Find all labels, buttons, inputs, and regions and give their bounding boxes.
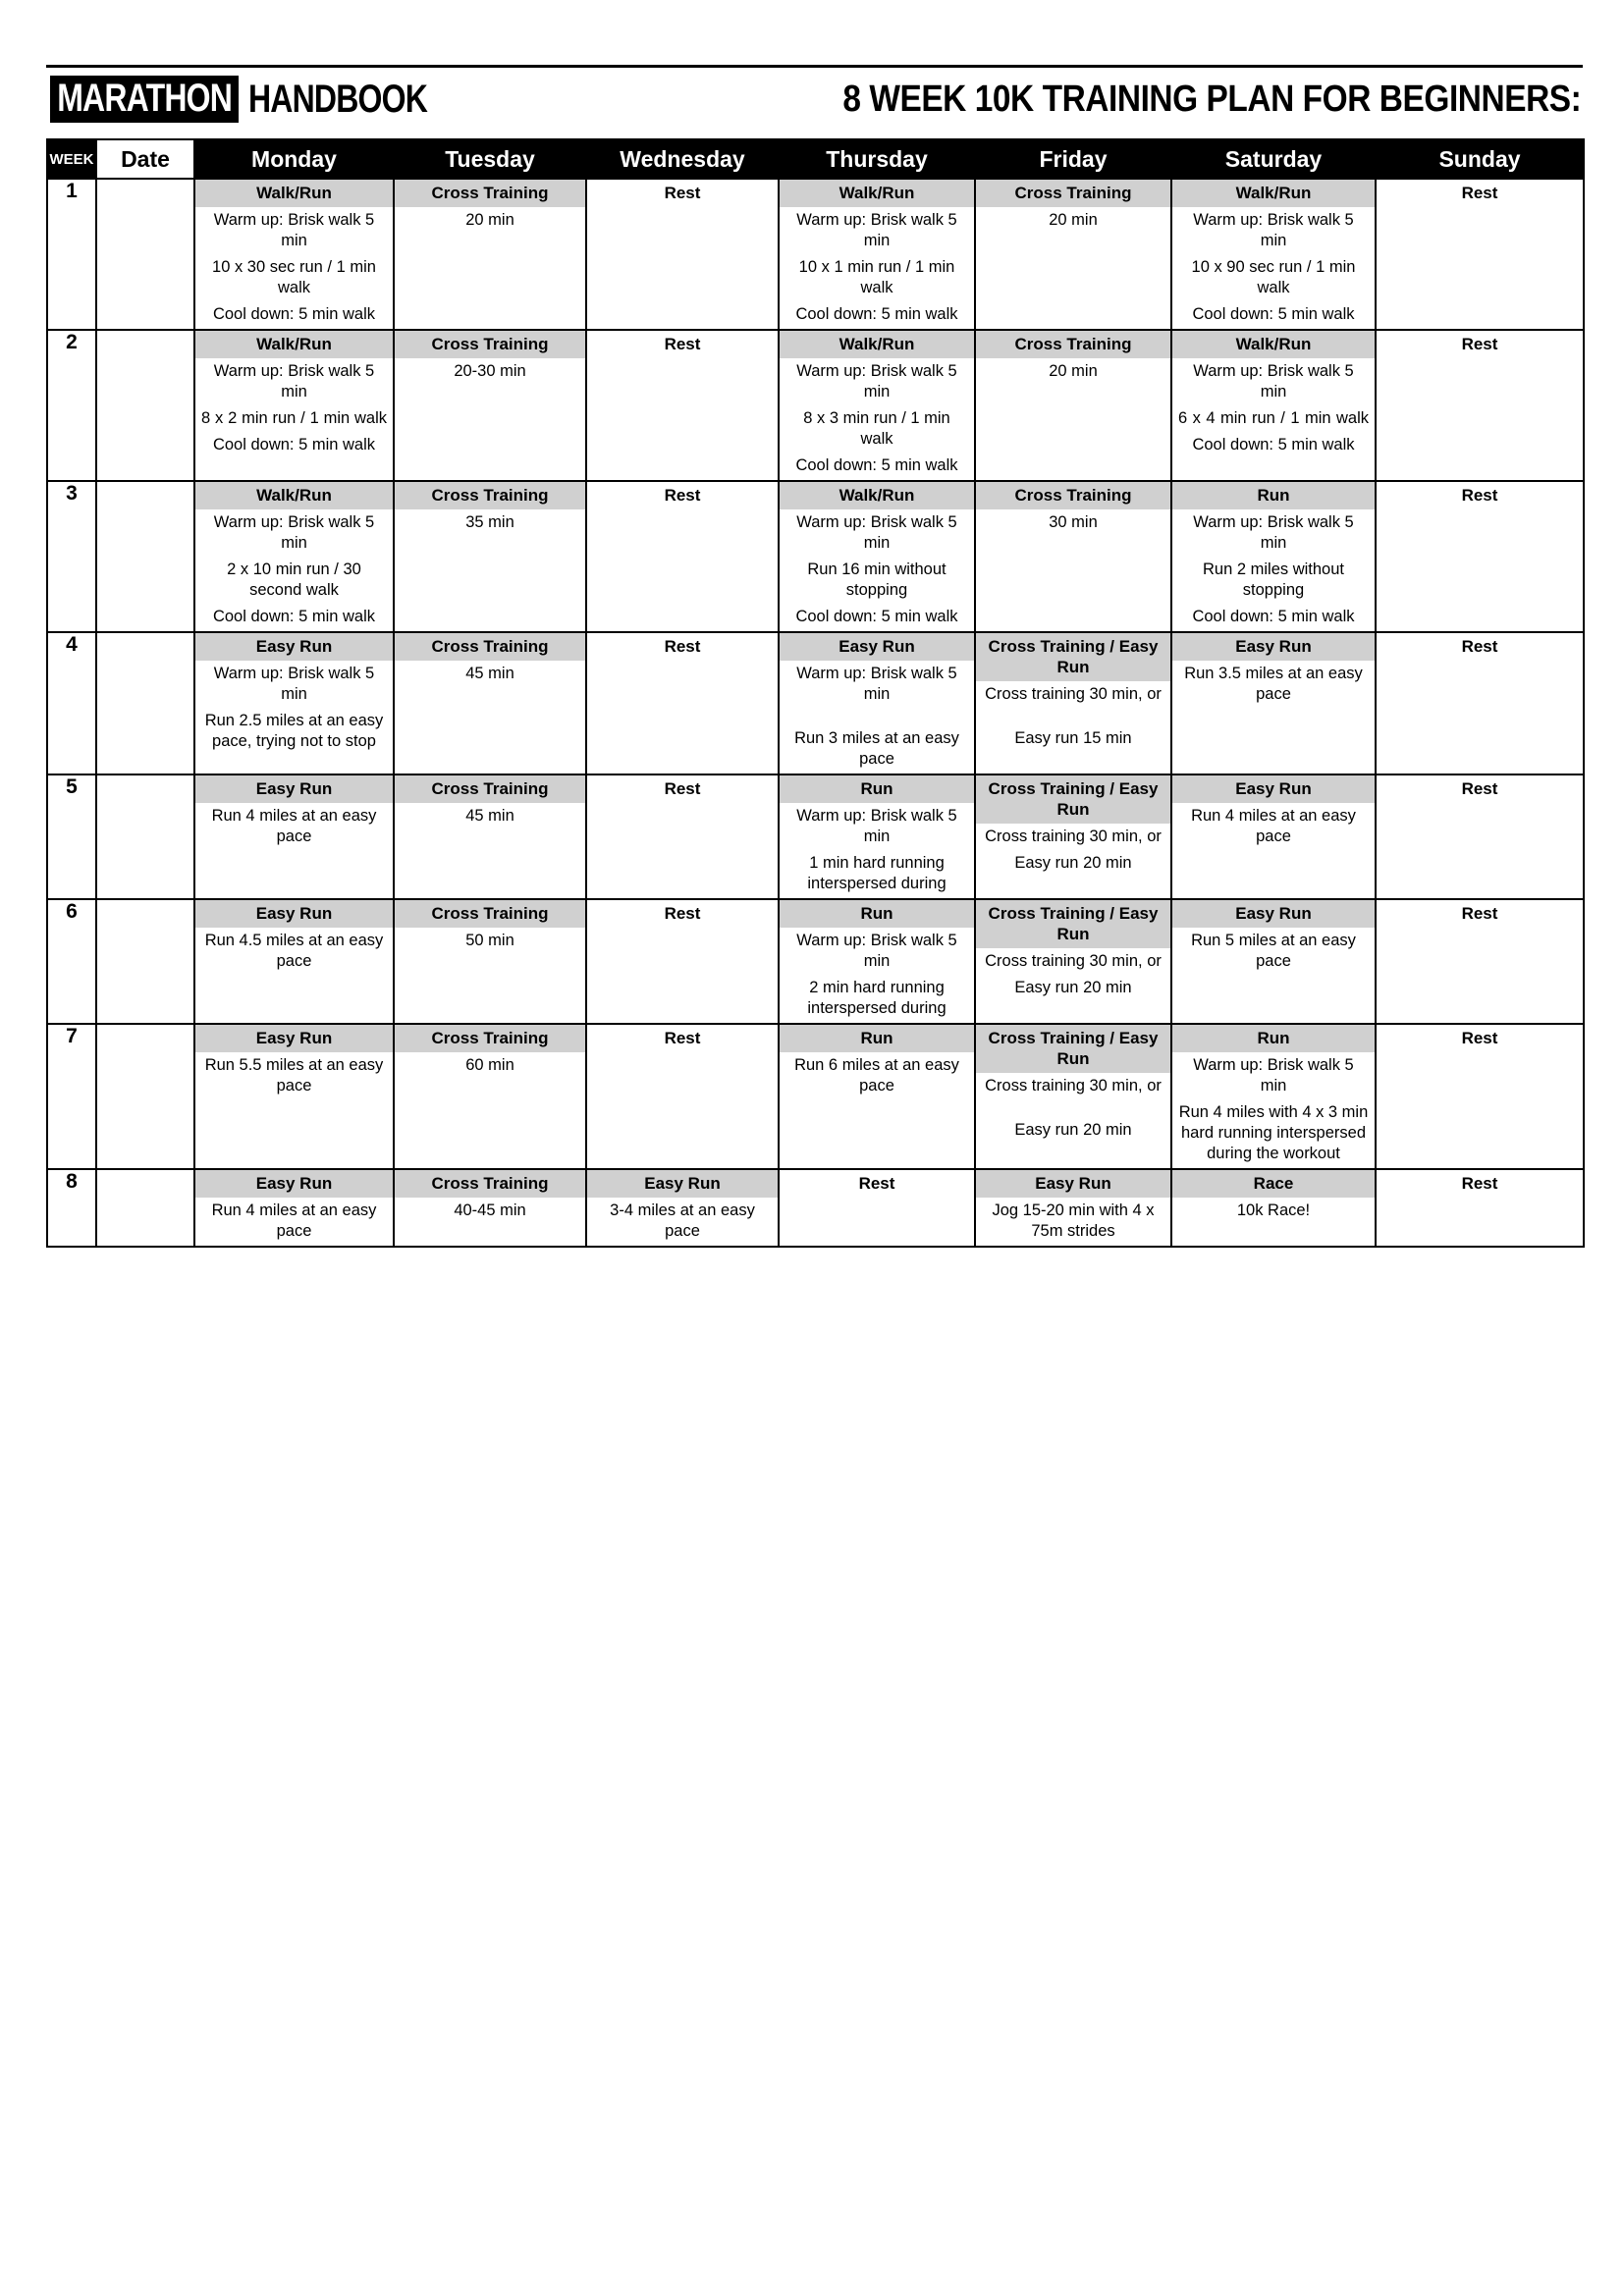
workout-detail-line: 20 min	[465, 211, 514, 229]
workout-detail	[195, 928, 393, 976]
workout-detail	[976, 358, 1170, 386]
workout-cell	[1171, 774, 1376, 899]
week-number-cell: 1	[47, 179, 96, 330]
table-body	[47, 179, 1584, 1247]
workout-detail-line: 8 x 3 min run / 1 min walk	[803, 409, 950, 448]
workout-type-label: Cross Training / Easy Run	[976, 775, 1170, 824]
workout-detail-line: Run 16 min without stopping	[807, 561, 947, 599]
workout-detail-line: Run 2.5 miles at an easy pace, trying not to stop	[204, 712, 384, 750]
workout-detail-line: 10 x 30 sec run / 1 min walk	[212, 258, 376, 296]
workout-type-label: Cross Training / Easy Run	[976, 1025, 1170, 1073]
workout-type-label: Cross Training	[395, 482, 585, 509]
workout-detail-line: 45 min	[465, 665, 514, 682]
workout-cell	[394, 632, 586, 774]
workout-detail	[1172, 358, 1375, 459]
table-row	[47, 1024, 1584, 1169]
column-header-wednesday: Wednesday	[586, 139, 779, 179]
workout-detail	[1377, 803, 1583, 814]
workout-type-label: Cross Training	[395, 775, 585, 803]
workout-type-label: Easy Run	[587, 1170, 778, 1198]
workout-cell	[394, 1024, 586, 1169]
date-cell[interactable]	[96, 899, 194, 1024]
table-row	[47, 774, 1584, 899]
workout-detail	[1172, 803, 1375, 851]
workout-type-label: Rest	[587, 180, 778, 207]
workout-cell	[975, 899, 1171, 1024]
marathon-handbook-logo	[50, 77, 474, 122]
workout-type-label: Cross Training	[395, 900, 585, 928]
workout-type-label: Cross Training	[395, 331, 585, 358]
workout-detail-line: Cross training 30 min, or	[985, 1077, 1162, 1095]
column-header-monday: Monday	[194, 139, 394, 179]
workout-detail-line: 3-4 miles at an easy pace	[610, 1201, 755, 1240]
workout-detail-line: Run 4 miles at an easy pace	[211, 807, 377, 845]
workout-type-label: Rest	[1377, 633, 1583, 661]
workout-cell	[394, 179, 586, 330]
workout-detail-line: Run 4 miles at an easy pace	[211, 1201, 377, 1240]
date-cell[interactable]	[96, 481, 194, 632]
workout-cell	[1171, 1169, 1376, 1247]
workout-cell	[1376, 179, 1584, 330]
workout-detail-line: Run 3 miles at an easy pace	[794, 729, 959, 768]
workout-detail-line: Cool down: 5 min walk	[795, 608, 958, 625]
date-cell[interactable]	[96, 1169, 194, 1247]
workout-detail-line: 10k Race!	[1236, 1201, 1311, 1219]
workout-detail	[587, 803, 778, 814]
workout-cell	[194, 632, 394, 774]
workout-detail-line: Warm up: Brisk walk 5 min	[1193, 1056, 1354, 1095]
workout-type-label: Run	[780, 1025, 974, 1052]
workout-detail	[1377, 661, 1583, 671]
document-header	[46, 65, 1583, 130]
workout-cell	[586, 899, 779, 1024]
workout-cell	[586, 1024, 779, 1169]
workout-detail-line: 10 x 1 min run / 1 min walk	[798, 258, 955, 296]
workout-detail	[587, 1052, 778, 1063]
workout-detail	[587, 509, 778, 520]
workout-detail-line: Easy run 15 min	[1014, 729, 1132, 747]
workout-detail	[395, 661, 585, 688]
workout-detail-line: Warm up: Brisk walk 5 min	[213, 362, 375, 400]
workout-detail-line: Run 4 miles with 4 x 3 min hard running interspersed during the workout	[1178, 1103, 1369, 1162]
workout-type-label: Walk/Run	[1172, 180, 1375, 207]
workout-cell	[586, 774, 779, 899]
table-row	[47, 1169, 1584, 1247]
workout-detail-line: Warm up: Brisk walk 5 min	[1193, 513, 1354, 552]
workout-detail-line: 10 x 90 sec run / 1 min walk	[1191, 258, 1356, 296]
workout-cell	[1376, 899, 1584, 1024]
workout-detail-line: 2 x 10 min run / 30 second walk	[227, 561, 361, 599]
workout-detail-line: Easy run 20 min	[1014, 1121, 1132, 1139]
week-number-cell: 4	[47, 632, 96, 774]
workout-cell	[394, 330, 586, 481]
workout-detail	[780, 207, 974, 329]
brand-word: HANDBOOK	[248, 77, 428, 121]
workout-detail	[976, 681, 1170, 753]
workout-cell	[779, 330, 975, 481]
column-header-friday: Friday	[975, 139, 1171, 179]
workout-detail	[1172, 1198, 1375, 1225]
column-header-sunday: Sunday	[1376, 139, 1584, 179]
workout-detail	[195, 509, 393, 631]
workout-detail-line: Cross training 30 min, or	[985, 952, 1162, 970]
workout-type-label: Walk/Run	[780, 331, 974, 358]
workout-type-label: Rest	[1377, 180, 1583, 207]
workout-type-label: Rest	[1377, 900, 1583, 928]
workout-cell	[1376, 774, 1584, 899]
workout-type-label: Cross Training	[395, 1025, 585, 1052]
table-row	[47, 899, 1584, 1024]
workout-type-label: Rest	[587, 633, 778, 661]
date-cell[interactable]	[96, 632, 194, 774]
workout-detail-line: Easy run 20 min	[1014, 854, 1132, 872]
workout-cell	[394, 481, 586, 632]
week-number-cell: 5	[47, 774, 96, 899]
workout-detail	[1172, 509, 1375, 631]
date-cell[interactable]	[96, 774, 194, 899]
workout-type-label: Run	[780, 900, 974, 928]
week-number-cell: 8	[47, 1169, 96, 1247]
workout-detail-line: Run 5 miles at an easy pace	[1191, 932, 1356, 970]
workout-cell	[394, 774, 586, 899]
week-number-cell: 2	[47, 330, 96, 481]
workout-cell	[1171, 330, 1376, 481]
workout-type-label: Rest	[1377, 1025, 1583, 1052]
workout-detail-line: 2 min hard running interspersed during	[807, 979, 947, 1017]
workout-detail	[195, 1198, 393, 1246]
workout-detail	[195, 207, 393, 329]
workout-detail-line: Jog 15-20 min with 4 x 75m strides	[992, 1201, 1155, 1240]
workout-type-label: Easy Run	[195, 1170, 393, 1198]
workout-type-label: Easy Run	[195, 633, 393, 661]
workout-detail-line: Run 4.5 miles at an easy pace	[204, 932, 384, 970]
workout-detail	[587, 207, 778, 218]
workout-detail	[976, 824, 1170, 878]
workout-detail-line: Run 4 miles at an easy pace	[1191, 807, 1356, 845]
date-cell[interactable]	[96, 330, 194, 481]
workout-cell	[586, 330, 779, 481]
workout-detail	[780, 358, 974, 480]
workout-detail-line: Run 2 miles without stopping	[1203, 561, 1344, 599]
workout-type-label: Cross Training	[395, 1170, 585, 1198]
workout-cell	[194, 179, 394, 330]
workout-detail	[587, 928, 778, 938]
workout-type-label: Rest	[587, 482, 778, 509]
workout-type-label: Race	[1172, 1170, 1375, 1198]
workout-cell	[1376, 481, 1584, 632]
workout-detail	[395, 358, 585, 386]
workout-cell	[1376, 1169, 1584, 1247]
workout-cell	[1171, 179, 1376, 330]
workout-cell	[586, 179, 779, 330]
workout-detail-line: 45 min	[465, 807, 514, 825]
workout-detail	[976, 1073, 1170, 1145]
workout-detail	[587, 1198, 778, 1246]
workout-detail-line: 1 min hard running interspersed during	[807, 854, 947, 892]
workout-cell	[975, 330, 1171, 481]
workout-cell	[194, 774, 394, 899]
workout-detail-line: 20 min	[1049, 211, 1098, 229]
workout-detail	[1377, 1198, 1583, 1208]
workout-cell	[779, 1024, 975, 1169]
workout-detail-line: Warm up: Brisk walk 5 min	[796, 362, 957, 400]
workout-detail	[1377, 1052, 1583, 1063]
workout-detail-line: Warm up: Brisk walk 5 min	[213, 513, 375, 552]
workout-detail-line: 40-45 min	[454, 1201, 526, 1219]
workout-detail-line: 35 min	[465, 513, 514, 531]
workout-cell	[779, 179, 975, 330]
workout-detail	[976, 207, 1170, 235]
workout-detail	[195, 358, 393, 459]
workout-detail-line: Warm up: Brisk walk 5 min	[1193, 211, 1354, 249]
workout-type-label: Cross Training	[395, 180, 585, 207]
workout-detail-line: Warm up: Brisk walk 5 min	[796, 513, 957, 552]
page-title: 8 WEEK 10K TRAINING PLAN FOR BEGINNERS:	[842, 78, 1582, 120]
workout-detail	[780, 803, 974, 898]
workout-detail-line: 20 min	[1049, 362, 1098, 380]
table-header-row	[47, 139, 1584, 179]
workout-cell	[1376, 330, 1584, 481]
workout-detail	[395, 207, 585, 235]
workout-cell	[779, 774, 975, 899]
workout-detail	[395, 803, 585, 830]
week-number-cell: 6	[47, 899, 96, 1024]
workout-cell	[394, 899, 586, 1024]
workout-type-label: Easy Run	[195, 775, 393, 803]
table-row	[47, 632, 1584, 774]
workout-detail	[1172, 1052, 1375, 1168]
date-cell[interactable]	[96, 179, 194, 330]
workout-cell	[394, 1169, 586, 1247]
workout-cell	[975, 179, 1171, 330]
workout-cell	[975, 774, 1171, 899]
workout-detail	[395, 1198, 585, 1225]
workout-detail-line: Warm up: Brisk walk 5 min	[796, 211, 957, 249]
workout-detail-line: 60 min	[465, 1056, 514, 1074]
workout-detail-line: Warm up: Brisk walk 5 min	[213, 211, 375, 249]
workout-detail-line: Cool down: 5 min walk	[1192, 305, 1355, 323]
workout-type-label: Rest	[587, 900, 778, 928]
workout-cell	[779, 1169, 975, 1247]
workout-detail-line: 20-30 min	[454, 362, 526, 380]
workout-detail-line: Cross training 30 min, or	[985, 828, 1162, 845]
workout-cell	[1171, 632, 1376, 774]
workout-detail-line: Run 6 miles at an easy pace	[794, 1056, 959, 1095]
workout-detail	[1377, 509, 1583, 520]
workout-detail	[1377, 928, 1583, 938]
workout-detail	[976, 1198, 1170, 1246]
workout-detail	[780, 1052, 974, 1100]
workout-cell	[194, 1024, 394, 1169]
week-number-cell: 7	[47, 1024, 96, 1169]
column-header-tuesday: Tuesday	[394, 139, 586, 179]
workout-cell	[779, 899, 975, 1024]
workout-cell	[975, 481, 1171, 632]
workout-type-label: Cross Training	[976, 331, 1170, 358]
workout-detail-line: Warm up: Brisk walk 5 min	[796, 932, 957, 970]
workout-type-label: Easy Run	[780, 633, 974, 661]
workout-type-label: Cross Training	[395, 633, 585, 661]
training-plan-table	[46, 138, 1585, 1248]
workout-type-label: Walk/Run	[195, 180, 393, 207]
workout-detail-line: 6 x 4 min run / 1 min walk	[1178, 409, 1369, 427]
workout-cell	[975, 632, 1171, 774]
workout-type-label: Walk/Run	[780, 180, 974, 207]
workout-detail	[395, 1052, 585, 1080]
workout-detail	[780, 928, 974, 1023]
workout-type-label: Run	[1172, 1025, 1375, 1052]
workout-detail-line: Warm up: Brisk walk 5 min	[1193, 362, 1354, 400]
workout-detail	[1172, 928, 1375, 976]
workout-detail	[976, 509, 1170, 537]
workout-type-label: Easy Run	[1172, 900, 1375, 928]
workout-cell	[194, 481, 394, 632]
workout-type-label: Cross Training	[976, 482, 1170, 509]
workout-cell	[1376, 1024, 1584, 1169]
workout-detail-line: Cool down: 5 min walk	[212, 436, 376, 454]
workout-detail-line: Easy run 20 min	[1014, 979, 1132, 996]
workout-detail-line: Cross training 30 min, or	[985, 685, 1162, 703]
workout-cell	[1171, 1024, 1376, 1169]
workout-detail-line: Run 5.5 miles at an easy pace	[204, 1056, 384, 1095]
table-row	[47, 330, 1584, 481]
workout-cell	[975, 1169, 1171, 1247]
workout-type-label: Rest	[1377, 482, 1583, 509]
workout-type-label: Rest	[1377, 1170, 1583, 1198]
workout-type-label: Rest	[587, 1025, 778, 1052]
workout-detail	[587, 358, 778, 369]
workout-detail-line: Warm up: Brisk walk 5 min	[796, 665, 957, 703]
column-header-thursday: Thursday	[779, 139, 975, 179]
column-header-saturday: Saturday	[1171, 139, 1376, 179]
workout-cell	[586, 481, 779, 632]
workout-detail-line: 30 min	[1049, 513, 1098, 531]
workout-cell	[1171, 899, 1376, 1024]
workout-cell	[586, 632, 779, 774]
workout-detail	[395, 509, 585, 537]
workout-cell	[194, 1169, 394, 1247]
workout-type-label: Cross Training / Easy Run	[976, 900, 1170, 948]
workout-type-label: Rest	[1377, 331, 1583, 358]
workout-type-label: Rest	[780, 1170, 974, 1198]
workout-cell	[1171, 481, 1376, 632]
workout-detail-line: Warm up: Brisk walk 5 min	[796, 807, 957, 845]
column-header-date: Date	[96, 139, 194, 179]
workout-type-label: Easy Run	[1172, 633, 1375, 661]
workout-type-label: Walk/Run	[195, 482, 393, 509]
workout-detail	[1172, 661, 1375, 709]
workout-detail	[587, 661, 778, 671]
workout-detail-line: Warm up: Brisk walk 5 min	[213, 665, 375, 703]
date-cell[interactable]	[96, 1024, 194, 1169]
workout-detail-line: Cool down: 5 min walk	[1192, 436, 1355, 454]
workout-detail	[1377, 358, 1583, 369]
workout-type-label: Easy Run	[1172, 775, 1375, 803]
workout-detail	[1172, 207, 1375, 329]
workout-type-label: Easy Run	[195, 900, 393, 928]
workout-detail-line: Cool down: 5 min walk	[212, 608, 376, 625]
workout-detail-line: Run 3.5 miles at an easy pace	[1184, 665, 1363, 703]
workout-type-label: Rest	[587, 775, 778, 803]
workout-cell	[975, 1024, 1171, 1169]
workout-detail	[195, 1052, 393, 1100]
workout-cell	[779, 632, 975, 774]
workout-type-label: Cross Training / Easy Run	[976, 633, 1170, 681]
table-row	[47, 481, 1584, 632]
workout-detail-line: 50 min	[465, 932, 514, 949]
workout-detail	[195, 661, 393, 756]
workout-detail-line: Cool down: 5 min walk	[795, 456, 958, 474]
workout-detail	[780, 661, 974, 774]
workout-type-label: Run	[780, 775, 974, 803]
workout-type-label: Rest	[1377, 775, 1583, 803]
workout-cell	[1376, 632, 1584, 774]
brand-mark: MARATHON	[50, 76, 239, 123]
workout-type-label: Cross Training	[976, 180, 1170, 207]
workout-detail	[780, 1198, 974, 1208]
workout-type-label: Rest	[587, 331, 778, 358]
workout-detail	[976, 948, 1170, 1002]
workout-cell	[586, 1169, 779, 1247]
workout-type-label: Easy Run	[976, 1170, 1170, 1198]
workout-type-label: Walk/Run	[1172, 331, 1375, 358]
table-row	[47, 179, 1584, 330]
workout-cell	[194, 899, 394, 1024]
workout-detail	[780, 509, 974, 631]
workout-detail-line: 8 x 2 min run / 1 min walk	[201, 409, 387, 427]
workout-detail-line: Cool down: 5 min walk	[1192, 608, 1355, 625]
workout-cell	[194, 330, 394, 481]
workout-cell	[779, 481, 975, 632]
workout-detail-line: Cool down: 5 min walk	[212, 305, 376, 323]
workout-detail	[195, 803, 393, 851]
workout-type-label: Walk/Run	[195, 331, 393, 358]
workout-type-label: Run	[1172, 482, 1375, 509]
workout-detail	[395, 928, 585, 955]
workout-type-label: Walk/Run	[780, 482, 974, 509]
workout-type-label: Easy Run	[195, 1025, 393, 1052]
workout-detail	[1377, 207, 1583, 218]
column-header-week: WEEK	[47, 139, 96, 179]
workout-detail-line: Cool down: 5 min walk	[795, 305, 958, 323]
week-number-cell: 3	[47, 481, 96, 632]
